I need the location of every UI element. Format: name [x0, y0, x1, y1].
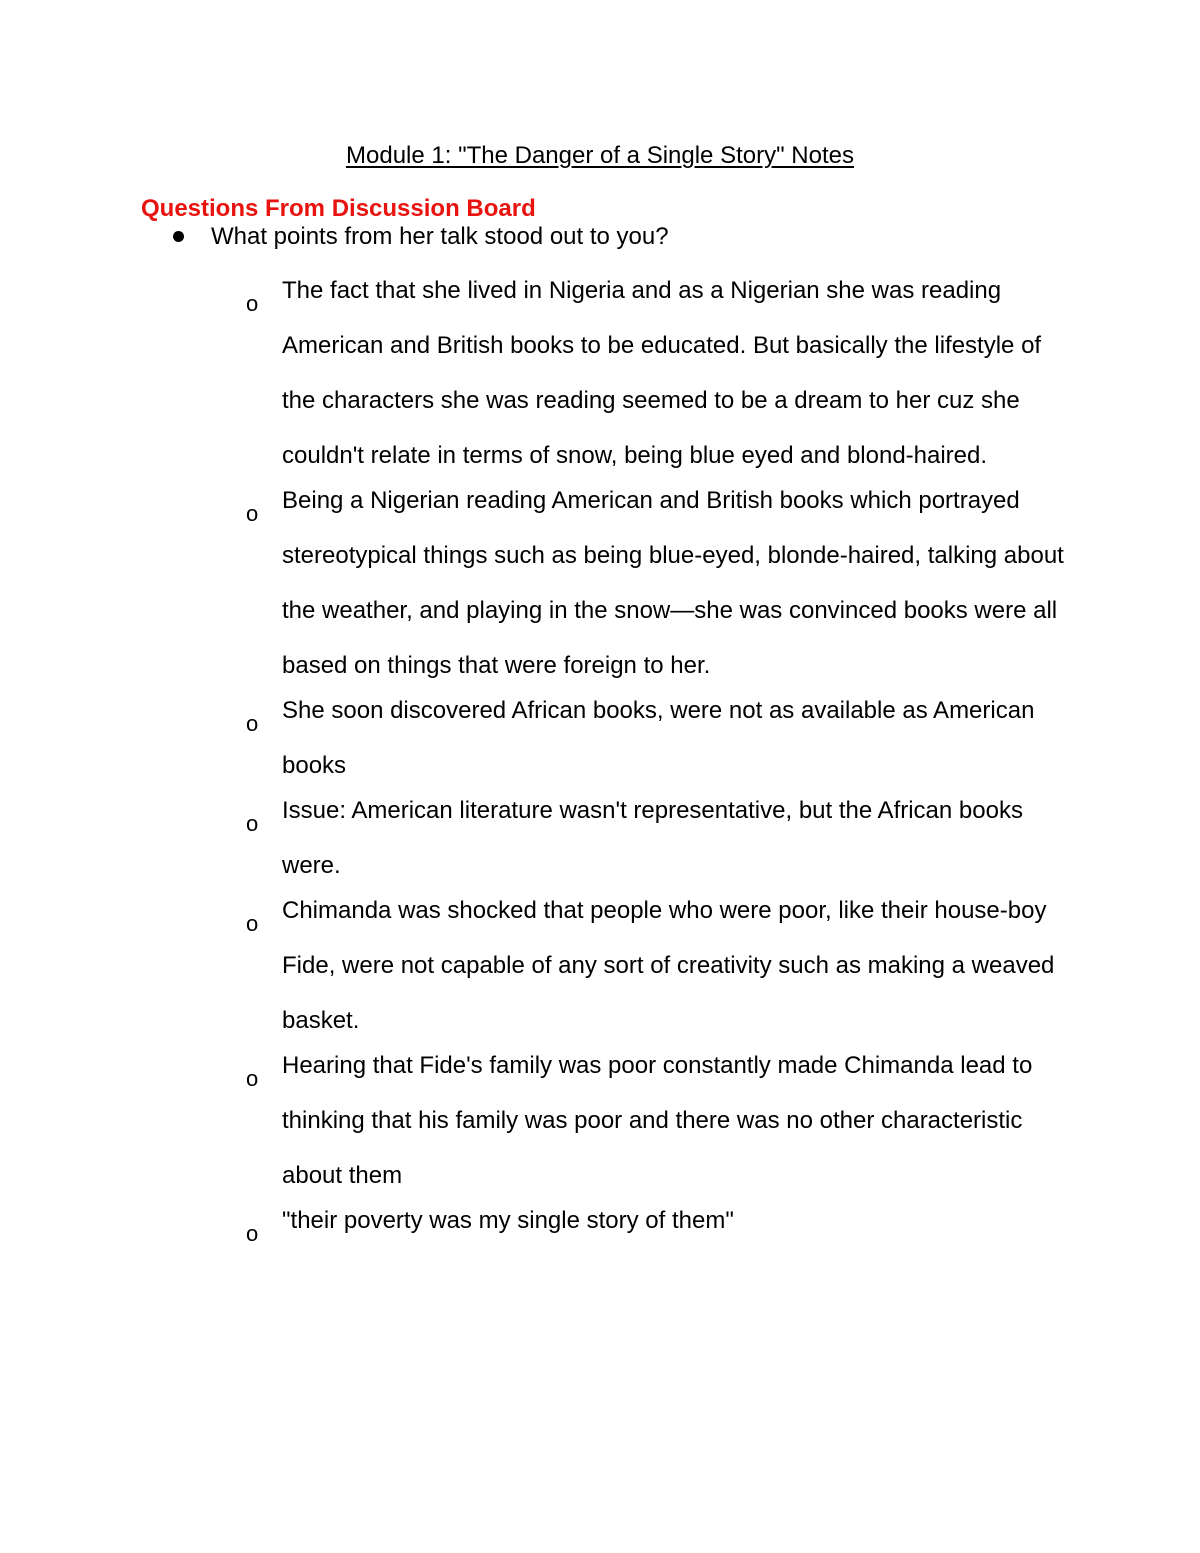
answer-item [246, 1051, 1066, 1216]
answer-text: She soon discovered African books, were not as available as American books [282, 697, 1035, 779]
answer-text: Hearing that Fide's family was poor constantly made Chimanda lead to thinking that his family was poor and there was no other characteristic about them [282, 1052, 1033, 1189]
open-circle-bullet-icon: o [246, 501, 259, 526]
open-circle-bullet-icon: o [246, 711, 259, 736]
answer-text: The fact that she lived in Nigeria and as a Nigerian she was reading American and British books to be educated. But basically the lifestyle of the characters she was reading seemed to be a dream to her cuz she couldn't relate in terms of snow, being blue eyed and blond-haired. [282, 277, 1042, 469]
open-circle-bullet-icon: o [246, 291, 259, 316]
answer-item [246, 1206, 1066, 1261]
answer-item [246, 896, 1066, 1061]
answer-text: "their poverty was my single story of them" [282, 1207, 734, 1234]
question-list-item [171, 221, 1071, 253]
open-circle-bullet-icon: o [246, 911, 259, 936]
answer-text: Being a Nigerian reading American and British books which portrayed stereotypical things such as being blue-eyed, blonde-haired, talking about the weather, and playing in the snow—she was convinced books were all based on things that were foreign to her. [282, 487, 1064, 679]
open-circle-bullet-icon: o [246, 1221, 259, 1246]
answer-text: Issue: American literature wasn't representative, but the African books were. [282, 797, 1023, 879]
open-circle-bullet-icon: o [246, 811, 259, 836]
open-circle-bullet-icon: o [246, 1066, 259, 1091]
answer-list [246, 276, 1066, 1261]
question-text: What points from her talk stood out to you? [211, 223, 669, 250]
section-heading: Questions From Discussion Board [141, 195, 536, 222]
filled-circle-bullet-icon [173, 231, 184, 242]
answer-item [246, 486, 1066, 706]
answer-text: Chimanda was shocked that people who were poor, like their house-boy Fide, were not capable of any sort of creativity such as making a weaved basket. [282, 897, 1055, 1034]
answer-item [246, 276, 1066, 496]
document-title: Module 1: "The Danger of a Single Story" Notes [346, 142, 854, 169]
